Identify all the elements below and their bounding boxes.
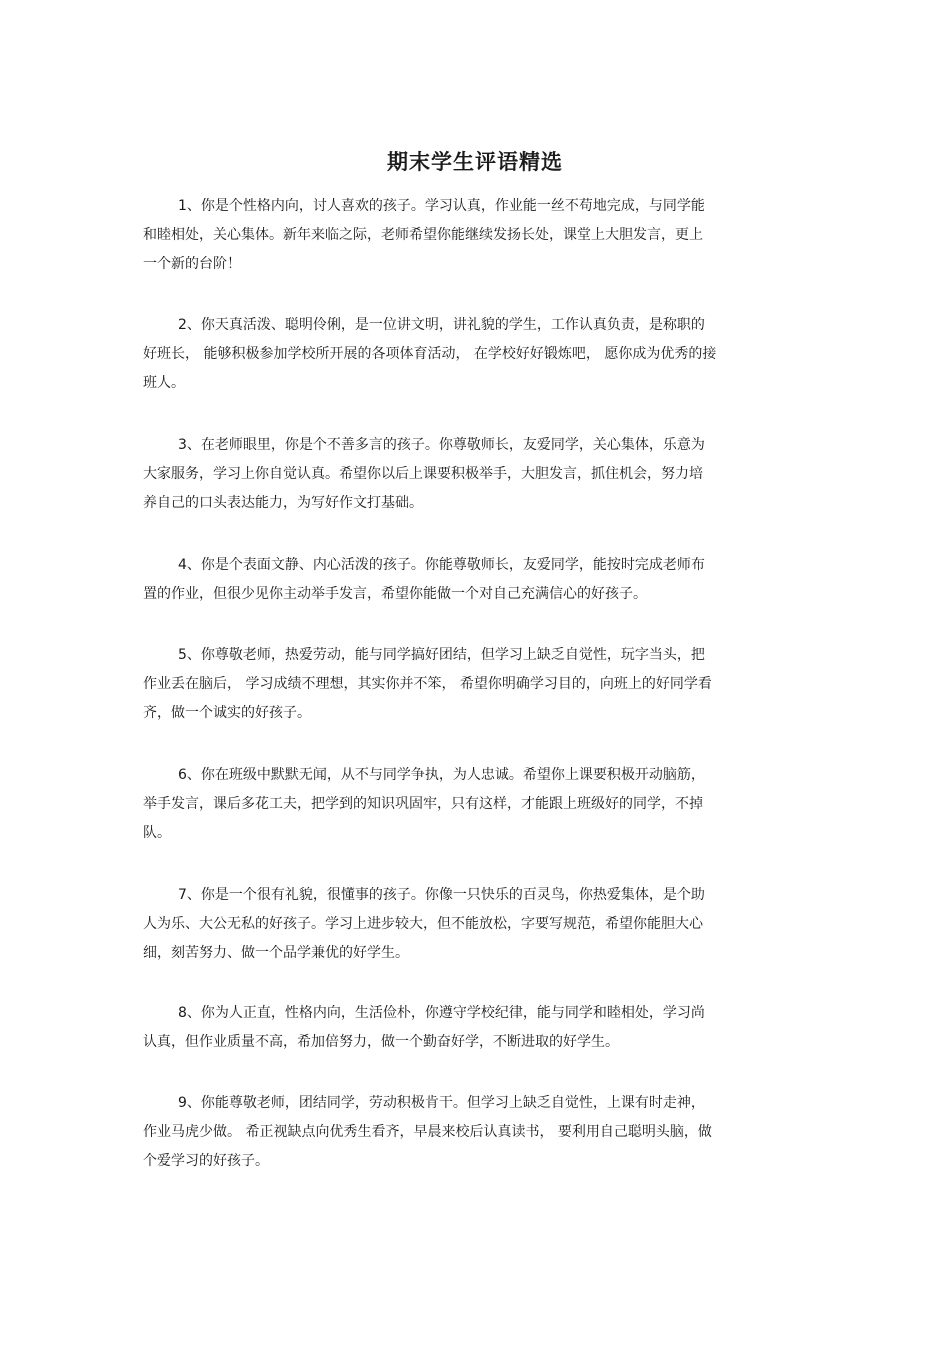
comment-8 bbox=[143, 999, 803, 1057]
comment-line: 好班长， 能够积极参加学校所开展的各项体育活动， 在学校好好锻炼吧， 愿你成为优秀的接 bbox=[143, 346, 717, 362]
comment-line: 3、在老师眼里，你是个不善多言的孩子。你尊敬师长，友爱同学，关心集体，乐意为 bbox=[178, 437, 705, 453]
comment-line: 4、你是个表面文静、内心活泼的孩子。你能尊敬师长，友爱同学，能按时完成老师布 bbox=[178, 557, 705, 573]
comment-line: 和睦相处，关心集体。新年来临之际，老师希望你能继续发扬长处，课堂上大胆发言，更上 bbox=[143, 227, 703, 243]
comment-line: 作业丢在脑后， 学习成绩不理想，其实你并不笨， 希望你明确学习目的，向班上的好同学看 bbox=[143, 676, 712, 692]
comment-4 bbox=[143, 551, 803, 609]
comment-line: 个爱学习的好孩子。 bbox=[143, 1153, 269, 1169]
comment-7 bbox=[143, 881, 803, 968]
comment-3 bbox=[143, 431, 803, 518]
comment-line: 认真，但作业质量不高，希加倍努力，做一个勤奋好学，不断进取的好学生。 bbox=[143, 1034, 619, 1050]
comment-line: 班人。 bbox=[143, 375, 185, 391]
comment-line: 细，刻苦努力、做一个品学兼优的好学生。 bbox=[143, 945, 409, 961]
comment-line: 作业马虎少做。 希正视缺点向优秀生看齐，早晨来校后认真读书， 要利用自己聪明头脑，做 bbox=[143, 1124, 712, 1140]
comment-line: 养自己的口头表达能力，为写好作文打基础。 bbox=[143, 495, 423, 511]
comment-2 bbox=[143, 311, 803, 398]
comment-5 bbox=[143, 641, 803, 728]
comment-line: 一个新的台阶！ bbox=[143, 256, 241, 272]
page-title: 期末学生评语精选 bbox=[387, 149, 563, 174]
comment-line: 大家服务，学习上你自觉认真。希望你以后上课要积极举手，大胆发言，抓住机会，努力培 bbox=[143, 466, 703, 482]
comment-line: 9、你能尊敬老师，团结同学，劳动积极肯干。但学习上缺乏自觉性，上课有时走神， bbox=[178, 1095, 705, 1111]
comment-line: 置的作业，但很少见你主动举手发言，希望你能做一个对自己充满信心的好孩子。 bbox=[143, 586, 647, 602]
comment-line: 齐，做一个诚实的好孩子。 bbox=[143, 705, 311, 721]
comment-line: 7、你是一个很有礼貌，很懂事的孩子。你像一只快乐的百灵鸟，你热爱集体，是个助 bbox=[178, 887, 705, 903]
comment-line: 人为乐、大公无私的好孩子。学习上进步较大，但不能放松，字要写规范，希望你能胆大心 bbox=[143, 916, 703, 932]
comment-line: 8、你为人正直，性格内向，生活俭朴，你遵守学校纪律，能与同学和睦相处，学习尚 bbox=[178, 1005, 705, 1021]
comment-line: 队。 bbox=[143, 825, 171, 841]
comment-1 bbox=[143, 192, 803, 279]
comment-line: 1、你是个性格内向，讨人喜欢的孩子。学习认真，作业能一丝不苟地完成，与同学能 bbox=[178, 198, 705, 214]
comment-6 bbox=[143, 761, 803, 848]
comment-line: 5、你尊敬老师，热爱劳动，能与同学搞好团结，但学习上缺乏自觉性，玩字当头，把 bbox=[178, 647, 705, 663]
comment-line: 2、你天真活泼、聪明伶俐，是一位讲文明，讲礼貌的学生，工作认真负责，是称职的 bbox=[178, 317, 705, 333]
comment-line: 6、你在班级中默默无闻，从不与同学争执，为人忠诚。希望你上课要积极开动脑筋， bbox=[178, 767, 705, 783]
comment-9 bbox=[143, 1089, 803, 1176]
comment-line: 举手发言，课后多花工夫，把学到的知识巩固牢，只有这样，才能跟上班级好的同学，不掉 bbox=[143, 796, 703, 812]
